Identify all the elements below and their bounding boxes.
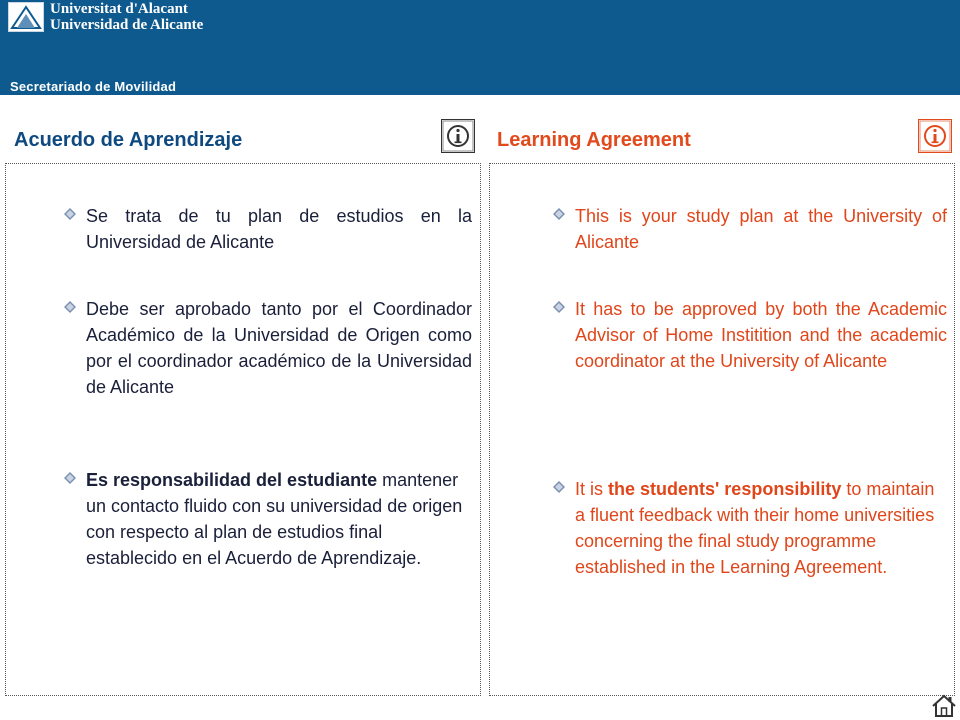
university-name-es: Universidad de Alicante xyxy=(50,17,204,33)
item-text: It has to be approved by both the Academic Advisor of Home Institition and the academic coordinator at the University of Alicante xyxy=(575,299,947,371)
diamond-bullet-icon xyxy=(553,208,565,220)
list-item xyxy=(575,296,947,374)
diamond-bullet-icon xyxy=(64,301,76,313)
list-item xyxy=(575,203,947,255)
list-item xyxy=(86,203,472,255)
diamond-bullet-icon xyxy=(64,472,76,484)
list-item xyxy=(86,467,472,571)
item-prefix: It is xyxy=(575,479,609,499)
title-english: Learning Agreement xyxy=(497,129,691,151)
info-icon[interactable] xyxy=(441,119,475,153)
department-name: Secretariado de Movilidad xyxy=(10,79,177,94)
info-icon[interactable] xyxy=(918,119,952,153)
item-text: Debe ser aprobado tanto por el Coordinador Académico de la Universidad de Origen como por el coordinador académico de la Universidad de Alicante xyxy=(86,299,472,397)
list-item xyxy=(86,296,472,400)
university-logo xyxy=(8,2,44,32)
item-bold-text: Es responsabilidad del estudiante xyxy=(86,470,378,490)
list-item xyxy=(575,476,947,580)
title-spanish: Acuerdo de Aprendizaje xyxy=(14,129,243,151)
item-text: This is your study plan at the University of Alicante xyxy=(575,206,947,252)
diamond-bullet-icon xyxy=(64,208,76,220)
diamond-bullet-icon xyxy=(553,301,565,313)
diamond-bullet-icon xyxy=(553,481,565,493)
logo-mark-icon xyxy=(9,3,43,31)
item-bold-text: the students' responsibility xyxy=(608,479,842,499)
item-text: Se trata de tu plan de estudios en la Universidad de Alicante xyxy=(86,206,472,252)
item-text: mantener un contacto fluido con su universidad de origen con respecto al plan de estudios final establecido en el Acuerdo de Aprendizaje. xyxy=(86,470,463,568)
university-name-ca: Universitat d'Alacant xyxy=(50,1,188,17)
header-banner xyxy=(0,0,960,95)
item-text: to maintain a fluent feedback with their home universities concerning the final study programme established in the Learning Agreement. xyxy=(575,479,935,577)
home-icon[interactable] xyxy=(931,694,957,718)
